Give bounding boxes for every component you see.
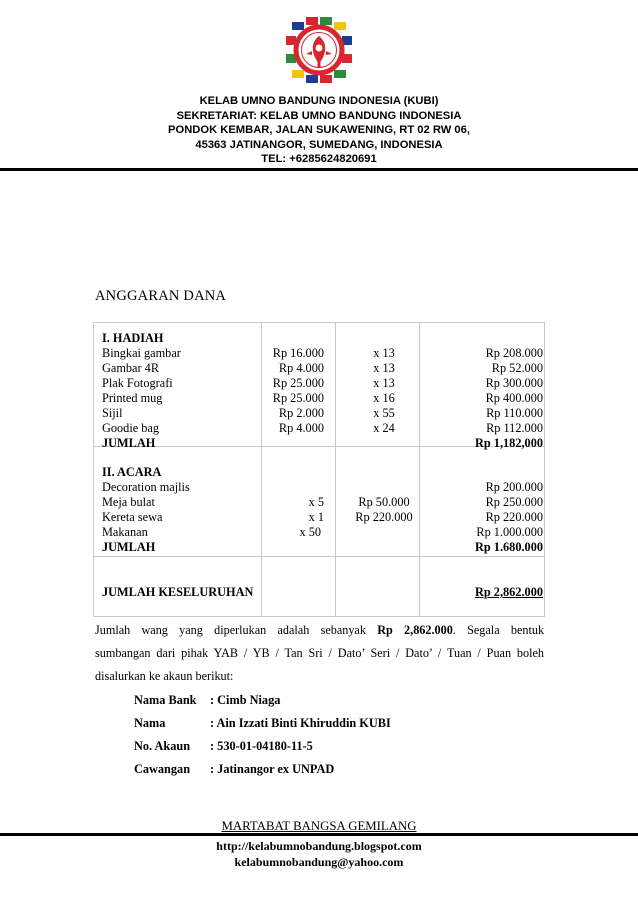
acara-item: Decoration majlis <box>102 480 190 494</box>
hadiah-price: Rp 4.000 <box>278 361 324 375</box>
hadiah-total: Rp 400.000 <box>485 391 543 405</box>
bank-value: : Ain Izzati Binti Khiruddin KUBI <box>210 716 391 730</box>
bank-value: : Cimb Niaga <box>210 693 281 707</box>
acara-item: Makanan <box>102 525 148 539</box>
hadiah-total: Rp 112.000 <box>486 421 543 435</box>
bank-value: : Jatinangor ex UNPAD <box>210 762 335 776</box>
header-divider <box>0 168 638 171</box>
hadiah-price: Rp 2.000 <box>278 406 324 420</box>
secretariat: SEKRETARIAT: KELAB UMNO BANDUNG INDONESIA <box>176 109 462 122</box>
acara-qty: x 5 <box>308 495 324 509</box>
hadiah-sum-label: JUMLAH <box>102 436 156 450</box>
address-line-1: PONDOK KEMBAR, JALAN SUKAWENING, RT 02 RW 06, <box>168 124 470 136</box>
acara-total: Rp 200.000 <box>485 480 543 494</box>
hadiah-item: Gambar 4R <box>102 361 160 375</box>
hadiah-qty: x 13 <box>373 361 395 375</box>
hadiah-total: Rp 52.000 <box>491 361 543 375</box>
acara-total: Rp 220.000 <box>485 510 543 524</box>
hadiah-qty: x 55 <box>373 406 395 420</box>
acara-total: Rp 250.000 <box>485 495 543 509</box>
acara-qty: x 50 <box>299 525 321 539</box>
bank-label: Nama Bank <box>134 693 197 707</box>
acara-qty: x 1 <box>308 510 324 524</box>
section-hadiah-heading: I. HADIAH <box>102 331 164 345</box>
grand-total-label: JUMLAH KESELURUHAN <box>102 585 254 599</box>
acara-item: Kereta sewa <box>102 510 163 524</box>
hadiah-qty: x 13 <box>373 376 395 390</box>
hadiah-price: Rp 25.000 <box>272 376 324 390</box>
motto: MARTABAT BANGSA GEMILANG <box>221 819 417 833</box>
acara-total: Rp 1.000.000 <box>476 525 543 539</box>
hadiah-total: Rp 208.000 <box>485 346 543 360</box>
hadiah-qty: x 13 <box>373 346 395 360</box>
footer-divider <box>0 833 638 836</box>
grand-total-value: Rp 2,862.000 <box>475 585 543 599</box>
paragraph-line-3: disalurkan ke akaun berikut: <box>95 669 234 683</box>
paragraph-line-1: Jumlah wang yang diperlukan adalah sebanyak Rp 2,862.000. Segala bentuk <box>95 623 545 637</box>
email-link[interactable]: kelabumnobandung@yahoo.com <box>234 855 404 869</box>
acara-sum-label: JUMLAH <box>102 540 156 554</box>
hadiah-price: Rp 4.000 <box>278 421 324 435</box>
document-title: ANGGARAN DANA <box>95 288 227 304</box>
hadiah-item: Sijil <box>102 406 123 420</box>
telephone: TEL: +6285624820691 <box>261 153 377 165</box>
hadiah-total: Rp 110.000 <box>486 406 543 420</box>
paragraph-line-2: sumbangan dari pihak YAB / YB / Tan Sri / Dato’ Seri / Dato’ / Tuan / Puan boleh <box>95 646 544 660</box>
section-acara-heading: II. ACARA <box>102 465 162 479</box>
hadiah-item: Plak Fotografi <box>102 376 173 390</box>
hadiah-item: Printed mug <box>102 391 163 405</box>
org-name: KELAB UMNO BANDUNG INDONESIA (KUBI) <box>199 95 439 107</box>
requested-amount: Rp 2,862.000 <box>377 623 453 637</box>
hadiah-price: Rp 16.000 <box>272 346 324 360</box>
acara-item: Meja bulat <box>102 495 155 509</box>
acara-sum-value: Rp 1.680.000 <box>475 540 543 554</box>
bank-label: No. Akaun <box>134 739 191 753</box>
hadiah-sum-value: Rp 1,182,000 <box>475 436 543 450</box>
acara-price: Rp 220.000 <box>355 510 413 524</box>
hadiah-qty: x 16 <box>373 391 395 405</box>
bank-value: : 530-01-04180-11-5 <box>210 739 313 753</box>
hadiah-item: Bingkai gambar <box>102 346 181 360</box>
hadiah-qty: x 24 <box>373 421 395 435</box>
hadiah-price: Rp 25.000 <box>272 391 324 405</box>
hadiah-total: Rp 300.000 <box>485 376 543 390</box>
bank-label: Cawangan <box>134 762 191 776</box>
acara-price: Rp 50.000 <box>358 495 410 509</box>
bank-label: Nama <box>134 716 166 730</box>
kubi-logo <box>284 14 354 86</box>
hadiah-item: Goodie bag <box>102 421 160 435</box>
address-line-2: 45363 JATINANGOR, SUMEDANG, INDONESIA <box>195 138 443 151</box>
blog-link[interactable]: http://kelabumnobandung.blogspot.com <box>216 839 422 853</box>
